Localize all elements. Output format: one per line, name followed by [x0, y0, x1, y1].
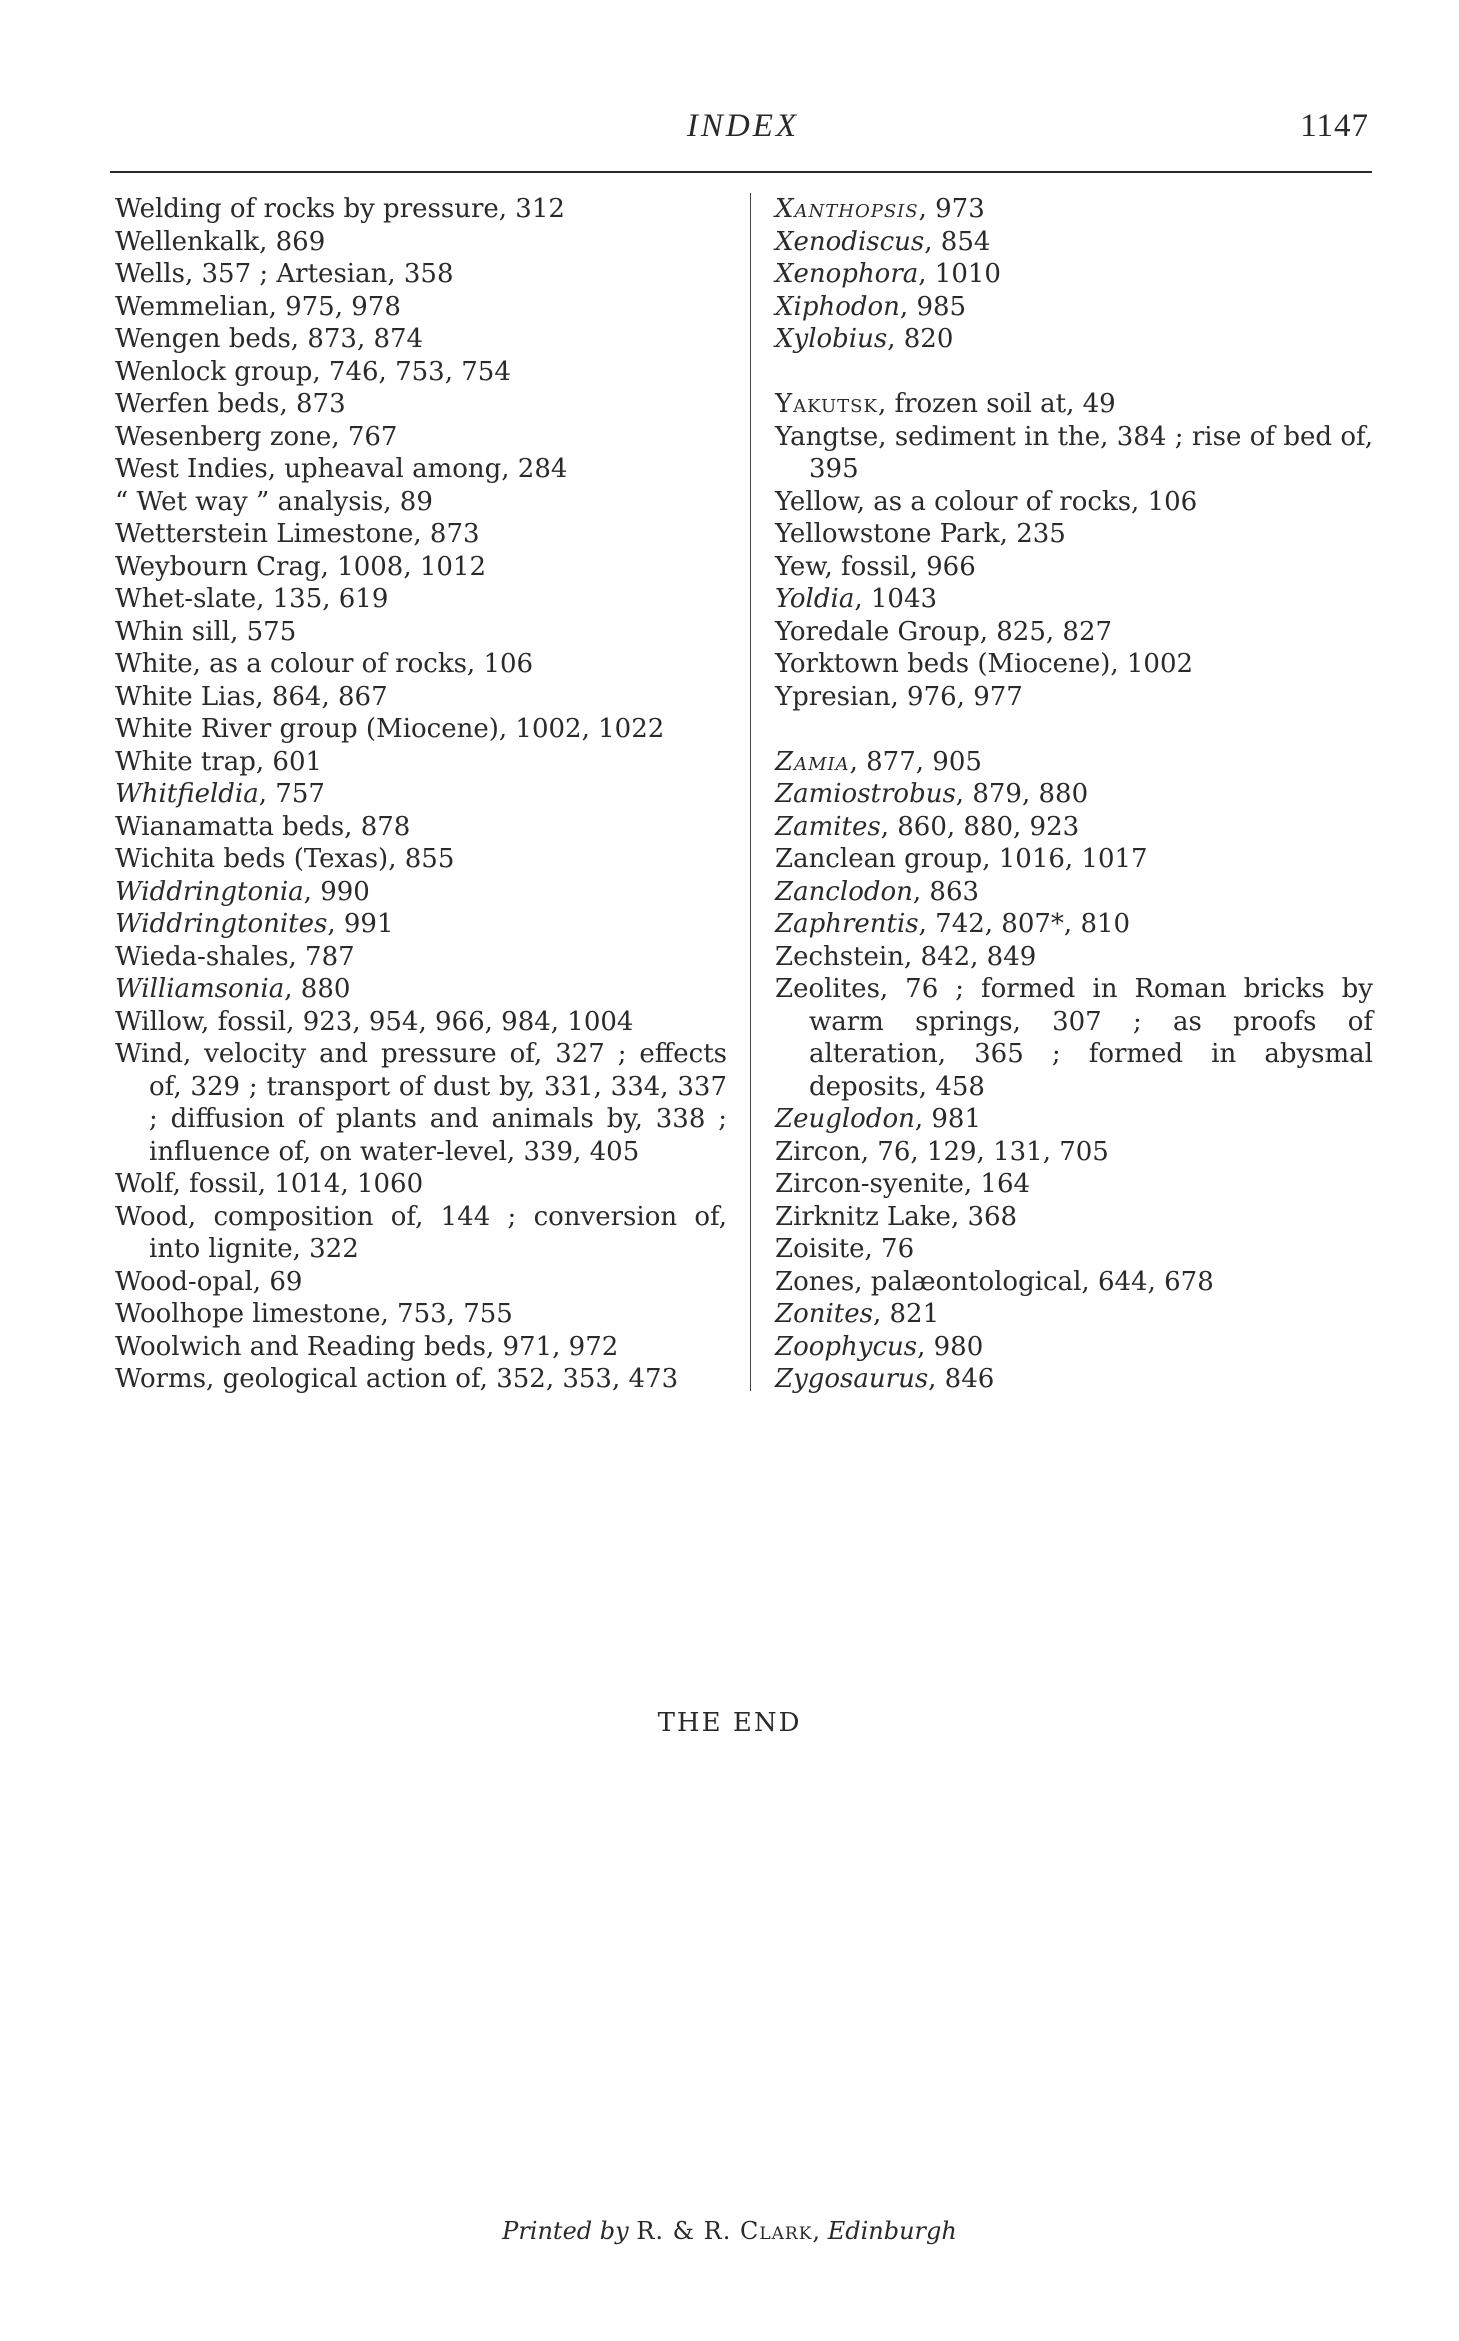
entry-taxon-name: Zaphrentis [775, 909, 919, 939]
entry-taxon-name: Yoldia [775, 584, 855, 614]
index-entry [775, 778, 1373, 811]
index-entry: Wind, velocity and pressure of, 327 ; effects of, 329 ; transport of dust by, 331, 334, 337 ; diffusion of plants and animals by, 338 ; influence of, on water-level, 339, 405 [115, 1039, 727, 1167]
index-entry [775, 323, 1373, 356]
letter-section-gap [775, 713, 1373, 746]
index-entry: Zechstein, 842, 849 [775, 941, 1037, 972]
entry-pages: , 991 [327, 909, 394, 939]
index-entry [775, 1298, 1373, 1331]
entry-pages: , 846 [928, 1364, 995, 1394]
index-entry: Ypresian, 976, 977 [775, 681, 1023, 712]
entry-pages: , 860, 880, 923 [880, 811, 1080, 842]
index-entry [775, 1331, 1373, 1364]
entry-pages: , 880 [284, 974, 351, 1004]
index-entry: Welding of rocks by pressure, 312 [115, 194, 565, 224]
index-entry [775, 388, 1373, 421]
index-entry: Worms, geological action of, 352, 353, 473 [115, 1364, 679, 1394]
index-entry: Wood, composition of, 144 ; conversion of, into lignite, 322 [115, 1201, 727, 1264]
index-entry [775, 258, 1373, 291]
imprint-printer: R. & R. Clark [636, 2217, 813, 2245]
imprint-prefix: Printed by [502, 2217, 629, 2245]
entry-pages: , 854 [924, 226, 991, 257]
entry-taxon-name: Xanthopsis [775, 194, 919, 224]
index-entry: Wesenberg zone, 767 [115, 421, 398, 452]
index-entry: Wellenkalk, 869 [115, 226, 326, 257]
entry-pages: , 863 [912, 876, 980, 907]
entry-pages: , 877, 905 [849, 746, 982, 777]
index-entry: Zircon, 76, 129, 131, 705 [775, 1136, 1109, 1167]
index-entry [775, 746, 1373, 779]
index-entry: Zones, palæontological, 644, 678 [775, 1266, 1214, 1297]
index-entry [775, 1103, 1373, 1136]
letter-section-gap [775, 356, 1373, 389]
index-entry: Yew, fossil, 966 [775, 551, 976, 582]
entry-taxon-name: Zoophycus [775, 1331, 918, 1362]
index-entry: Woolhope limestone, 753, 755 [115, 1299, 513, 1329]
page-title: INDEX [686, 108, 800, 144]
entry-taxon-name: Xylobius [775, 324, 888, 354]
index-column-left [115, 193, 727, 1396]
index-entry: White Lias, 864, 867 [115, 681, 388, 712]
index-entry: Yellow, as a colour of rocks, 106 [775, 486, 1198, 517]
index-entry: Wichita beds (Texas), 855 [115, 844, 455, 874]
index-entry: Willow, fossil, 923, 954, 966, 984, 1004 [115, 1006, 634, 1037]
index-entry: Wetterstein Limestone, 873 [115, 519, 480, 549]
index-entry: Zoisite, 76 [775, 1234, 915, 1264]
imprint-separator: , [812, 2217, 821, 2245]
index-entry: Whin sill, 575 [115, 616, 297, 647]
entry-lead: Yakutsk [775, 389, 878, 419]
entry-pages: , 980 [917, 1331, 984, 1362]
index-entry: Wengen beds, 873, 874 [115, 324, 424, 354]
entry-taxon-name: Xiphodon [775, 291, 900, 322]
header-rule [110, 171, 1372, 173]
index-entry: “ Wet way ” analysis, 89 [115, 486, 433, 517]
entry-pages: , 973 [918, 194, 985, 224]
entry-taxon-name: Zamites [775, 811, 881, 842]
entry-taxon-name: Zonites [775, 1299, 873, 1329]
page-number: 1147 [1300, 108, 1369, 144]
printer-imprint [0, 2217, 1459, 2245]
index-entry: White, as a colour of rocks, 106 [115, 649, 534, 679]
running-header [115, 108, 1371, 158]
index-entry: Yangtse, sediment in the, 384 ; rise of bed of, 395 [775, 421, 1373, 484]
column-divider [750, 193, 751, 1391]
index-entry [775, 1363, 1373, 1396]
entry-taxon-name: Zeuglodon [775, 1104, 915, 1134]
index-entry: Zirknitz Lake, 368 [775, 1201, 1018, 1232]
index-entry: Zanclean group, 1016, 1017 [775, 844, 1148, 874]
index-entry: Weybourn Crag, 1008, 1012 [115, 551, 487, 582]
index-entry: West Indies, upheaval among, 284 [115, 454, 568, 484]
entry-taxon-name: Williamsonia [115, 974, 285, 1004]
entry-pages: , 990 [303, 876, 370, 907]
entry-text: , frozen soil at, 49 [877, 389, 1116, 419]
entry-taxon-name: Widdringtonites [115, 909, 328, 939]
entry-taxon-name: Xenodiscus [775, 226, 925, 257]
index-entry: Wianamatta beds, 878 [115, 811, 411, 842]
index-entry [775, 291, 1373, 324]
entry-pages: , 1043 [854, 584, 938, 614]
index-entry [115, 908, 727, 941]
entry-taxon-name: Zamiostrobus [775, 779, 956, 809]
entry-taxon-name: Zanclodon [775, 876, 913, 907]
index-entry: Werfen beds, 873 [115, 389, 346, 419]
entry-pages: , 879, 880 [955, 779, 1089, 809]
index-entry: Yorktown beds (Miocene), 1002 [775, 649, 1194, 679]
entry-taxon-name: Widdringtonia [115, 876, 304, 907]
index-entry [775, 583, 1373, 616]
index-entry: Yellowstone Park, 235 [775, 519, 1066, 549]
index-entry: Yoredale Group, 825, 827 [775, 616, 1113, 647]
entry-pages: , 985 [899, 291, 967, 322]
index-entry [115, 876, 727, 909]
index-entry: Wood-opal, 69 [115, 1266, 303, 1297]
index-entry: Wolf, fossil, 1014, 1060 [115, 1169, 424, 1199]
entry-pages: , 1010 [918, 259, 1001, 289]
index-entry: Wieda-shales, 787 [115, 941, 355, 972]
index-entry [775, 811, 1373, 844]
entry-pages: , 821 [872, 1299, 940, 1329]
index-entry [775, 193, 1373, 226]
index-entry: Wemmelian, 975, 978 [115, 291, 401, 322]
imprint-place: Edinburgh [827, 2217, 957, 2245]
index-entry: White River group (Miocene), 1002, 1022 [115, 714, 665, 744]
index-column-right [775, 193, 1373, 1396]
index-entry [775, 908, 1373, 941]
entry-taxon-name: Xenophora [775, 259, 919, 289]
index-entry [775, 876, 1373, 909]
the-end-text: THE END [657, 1708, 802, 1738]
entry-pages: , 981 [914, 1104, 982, 1134]
entry-pages: , 742, 807*, 810 [918, 909, 1131, 939]
entry-pages: , 820 [887, 324, 954, 354]
index-entry: Whet-slate, 135, 619 [115, 584, 389, 614]
index-entry [115, 778, 727, 811]
index-entry: White trap, 601 [115, 746, 323, 777]
index-entry: Woolwich and Reading beds, 971, 972 [115, 1331, 619, 1362]
index-entry: Zircon-syenite, 164 [775, 1169, 1031, 1199]
index-entry: Zeolites, 76 ; formed in Roman bricks by warm springs, 307 ; as proofs of alteration, 365 ; formed in abysmal deposits, 458 [775, 974, 1373, 1102]
entry-taxon-name: Whitfieldia [115, 779, 259, 809]
entry-taxon-name: Zygosaurus [775, 1364, 929, 1394]
entry-pages: , 757 [258, 779, 325, 809]
index-entry: Wenlock group, 746, 753, 754 [115, 356, 511, 387]
index-entry [115, 973, 727, 1006]
index-entry: Wells, 357 ; Artesian, 358 [115, 259, 454, 289]
entry-taxon-name: Zamia [775, 746, 850, 777]
index-entry [775, 226, 1373, 259]
